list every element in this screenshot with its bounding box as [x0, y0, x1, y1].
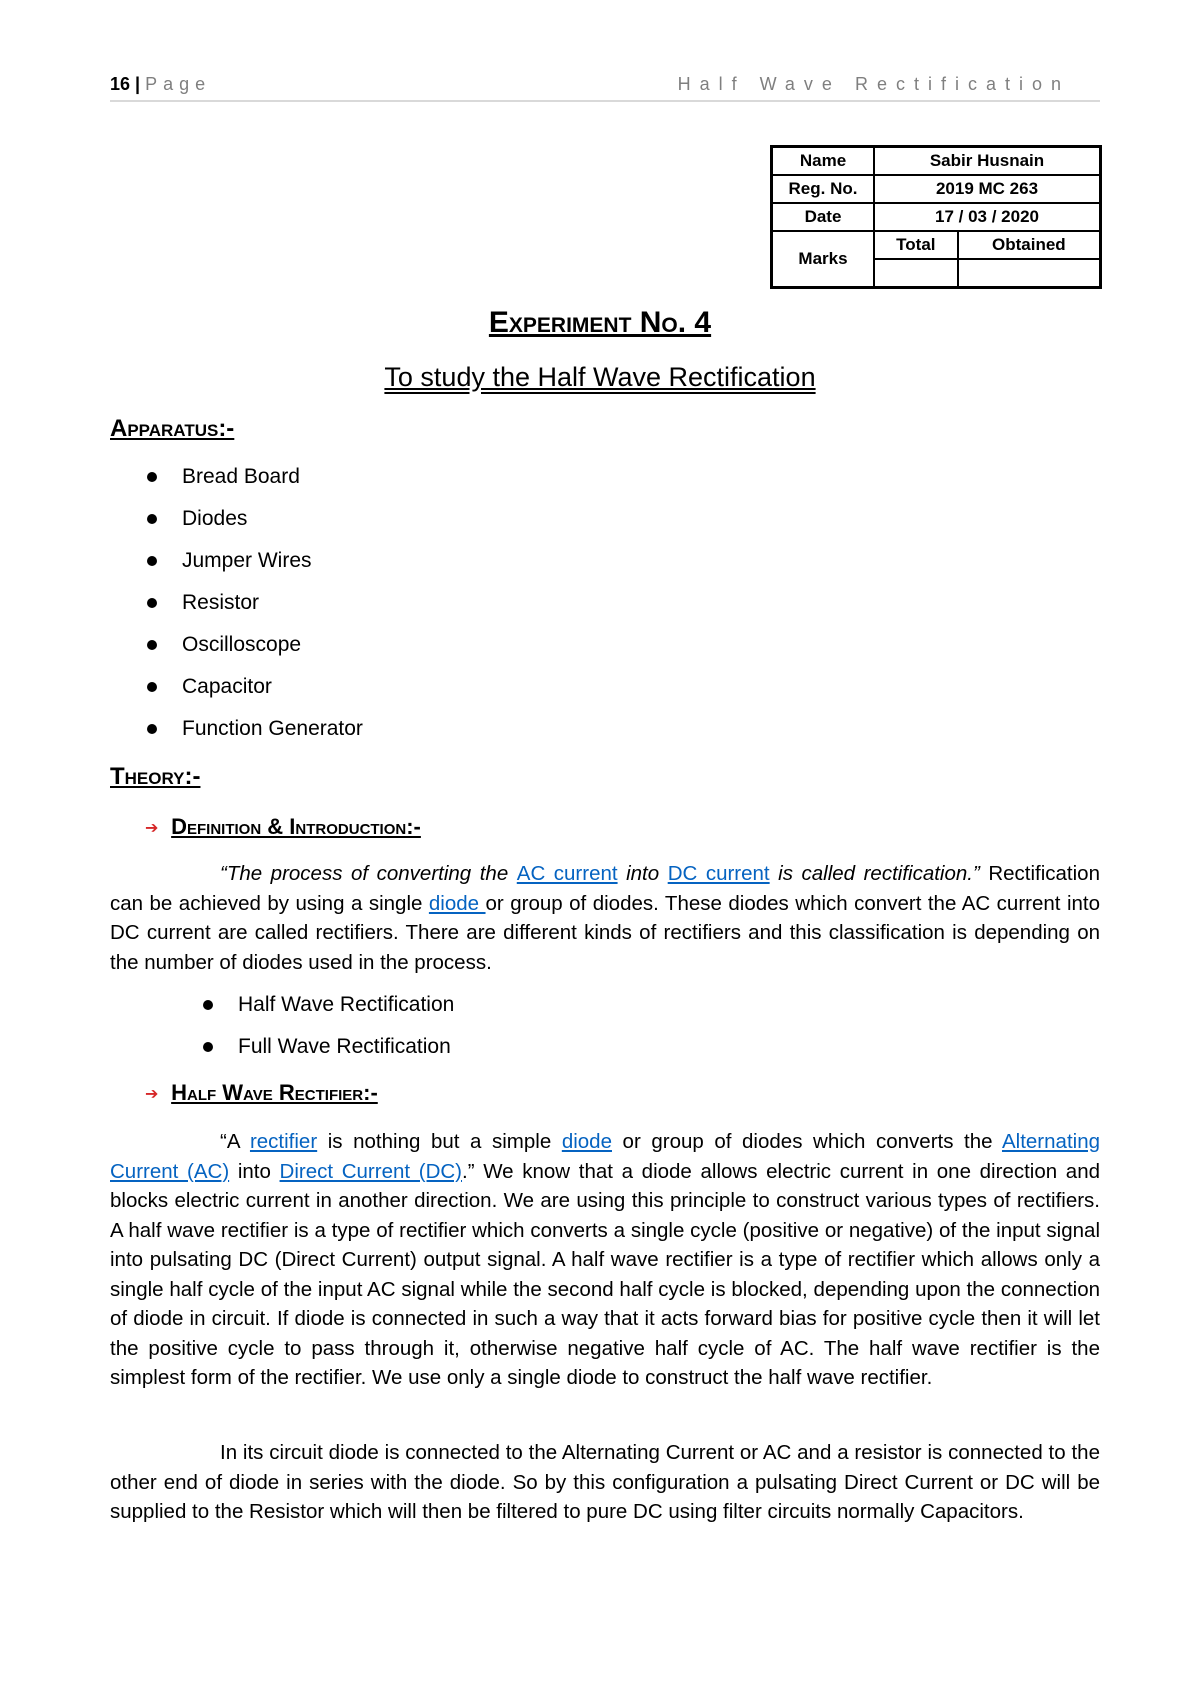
theory-heading: Theory:- [110, 763, 201, 790]
half-wave-rectifier-heading: ➔ Half Wave Rectifier:- [145, 1080, 378, 1105]
apparatus-list [182, 456, 363, 750]
circuit-paragraph: In its circuit diode is connected to the Alternating Current or AC and a resistor is connected to the other end of diode in series with the diode. So by this configuration a pulsating Direct Current or DC will be supplied to the Resistor which will then be filtered to pure DC using filter circuits normally Capacitors. [110, 1441, 1100, 1523]
ac-current-link[interactable]: AC current [516, 862, 618, 885]
alternating-current-link[interactable]: Alternating Current (AC) [110, 1130, 1100, 1183]
list-item: Oscilloscope [182, 624, 363, 666]
list-item: Resistor [182, 582, 363, 624]
rectification-types-list [238, 984, 454, 1068]
half-wave-rectifier-paragraph: “A rectifier is nothing but a simple diode or group of diodes which converts the Alternating Current (AC) into Direct Current (DC).” We know that a diode allows electric current in one direction and blocks electric current in another direction. We are using this principle to construct various types of rectifiers. A half wave rectifier is a type of rectifier which converts a single cycle (positive or negative) of the input signal into pulsating DC (Direct Current) output signal. A half wave rectifier is a type of rectifier which allows only a single half cycle of the input AC signal while the second half cycle is blocked, depending upon the connection of diode in circuit. If diode is connected in such a way that it acts forward bias for positive cycle then it will let the positive cycle to pass through it, otherwise negative half cycle of AC. The half wave rectifier is the simplest form of the rectifier. We use only a single diode to construct the half wave rectifier. [110, 1130, 1100, 1389]
bullet-icon [147, 472, 157, 482]
bullet-icon [147, 514, 157, 524]
arrow-bullet-icon: ➔ [145, 1086, 159, 1104]
running-title: Half Wave Rectification [677, 74, 1070, 94]
marks-label: Marks [772, 231, 875, 288]
total-value [874, 259, 958, 288]
name-label: Name [772, 147, 875, 176]
diode-link[interactable]: diode [428, 891, 486, 915]
list-item: Bread Board [182, 456, 363, 498]
list-item: Half Wave Rectification [238, 984, 454, 1026]
list-item: Function Generator [182, 708, 363, 750]
bullet-icon [147, 724, 157, 734]
name-value: Sabir Husnain [874, 147, 1101, 176]
page-number-label: 16 | Page [110, 74, 212, 94]
diode-link[interactable]: diode [561, 1130, 612, 1153]
list-item: Full Wave Rectification [238, 1026, 454, 1068]
reg-label: Reg. No. [772, 175, 875, 203]
obtained-label: Obtained [958, 231, 1101, 259]
total-label: Total [874, 231, 958, 259]
reg-value: 2019 MC 263 [874, 175, 1101, 203]
rectifier-link[interactable]: rectifier [249, 1130, 318, 1153]
list-item: Capacitor [182, 666, 363, 708]
page-header [110, 74, 1100, 102]
definition-heading: ➔ Definition & Introduction:- [145, 814, 421, 839]
date-value: 17 / 03 / 2020 [874, 203, 1101, 231]
bullet-icon [203, 1042, 213, 1052]
arrow-bullet-icon: ➔ [145, 820, 159, 838]
experiment-title: Experiment No. 4 [488, 306, 712, 339]
list-item: Jumper Wires [182, 540, 363, 582]
bullet-icon [147, 598, 157, 608]
definition-paragraph: “The process of converting the AC current into DC current is called rectification.” Rectification can be achieved by using a single diode or group of diodes. These diodes which convert the AC current into DC current are called rectifiers. There are different kinds of rectifiers and this classification is depending on the number of diodes used in the process. [110, 862, 1100, 974]
student-info-table [770, 145, 1102, 289]
date-label: Date [772, 203, 875, 231]
dc-current-link[interactable]: DC current [667, 862, 770, 885]
list-item: Diodes [182, 498, 363, 540]
experiment-subtitle: To study the Half Wave Rectification [384, 362, 816, 392]
bullet-icon [147, 556, 157, 566]
obtained-value [958, 259, 1101, 288]
bullet-icon [203, 1000, 213, 1010]
bullet-icon [147, 682, 157, 692]
apparatus-heading: Apparatus:- [110, 415, 235, 442]
bullet-icon [147, 640, 157, 650]
direct-current-link[interactable]: Direct Current (DC) [279, 1159, 463, 1183]
